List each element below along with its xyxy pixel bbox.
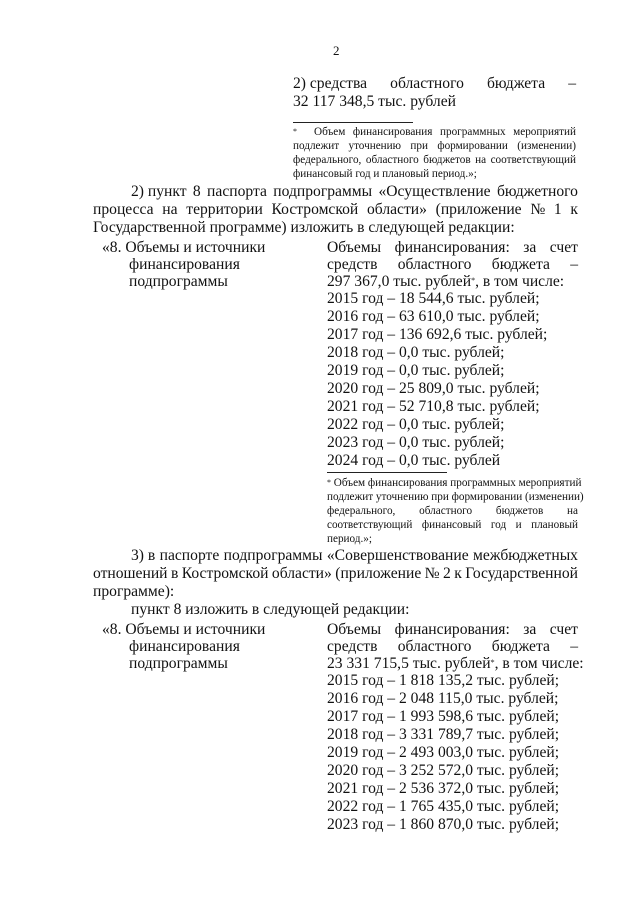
item2-line-1 [131,183,578,200]
year-row: 2024 год – 0,0 тыс. рублей [327,452,501,469]
word: на [475,154,487,166]
page-number: 2 [333,43,340,58]
word: финансовый [421,519,482,531]
top-footnote-line-1 [293,126,576,139]
word: – [568,75,576,92]
item3-line-3: программе): [93,583,175,600]
table1-total-amount: 297 367,0 тыс. рублей [327,273,472,290]
table2-total-suffix: , в том числе: [494,655,584,672]
table2-value-line-1 [327,621,578,638]
table1-value-line-2 [327,256,578,273]
word: федерального, [327,505,396,517]
word: «Осуществление [378,183,491,200]
word: паспорте [159,547,220,564]
word: финансирования: [394,239,510,256]
word: № [530,201,546,218]
year-row: 2018 год – 0,0 тыс. рублей; [327,344,505,361]
word: подпрограммы [223,547,323,564]
word: соответствующий [490,154,576,166]
word: плановый [531,519,578,531]
word: Объем [314,126,346,138]
word: № [424,565,440,582]
footnote-marker: * [490,658,495,667]
word: области» [271,565,332,582]
word: подпрограммы [273,183,373,200]
year-row: 2015 год – 18 544,6 тыс. рублей; [327,290,540,307]
word: за [523,239,537,256]
word: за [523,621,537,638]
word: Государственной [465,565,578,582]
word: процесса [93,201,154,218]
table2-label-3: подпрограммы [129,655,228,672]
item3-line-4: пункт 8 изложить в следующей редакции: [131,601,410,618]
table1-footnote-line-4 [327,519,578,532]
word: 8 [192,183,201,200]
year-row: 2019 год – 0,0 тыс. рублей; [327,362,505,379]
year-row: 2018 год – 3 331 789,7 тыс. рублей; [327,726,560,743]
year-row: 2023 год – 1 860 870,0 тыс. рублей; [327,816,560,833]
word: к [570,201,578,218]
word: – [570,638,578,655]
table1-footnote-line-2: подлежит уточнению при формировании (изменении) [327,491,584,503]
table1-label-3: подпрограммы [129,273,228,290]
word: областного [397,638,472,655]
word: областного [390,75,464,92]
year-row: 2017 год – 1 993 598,6 тыс. рублей; [327,708,560,725]
word: счет [549,621,578,638]
table2-total [327,655,584,672]
word: Костромской [181,565,269,582]
top-footnote-line-3 [293,154,576,167]
word: Объемы [327,621,382,638]
word: – [570,256,578,273]
table2-label-1: «8. Объемы и источники [102,621,266,638]
table1-footnote-line-3 [327,505,578,518]
word: областного [419,505,473,517]
word: подлежит [293,140,340,152]
table2-total-amount: 23 331 715,5 тыс. рублей [327,655,491,672]
year-row: 2016 год – 2 048 115,0 тыс. рублей; [327,690,559,707]
word: бюджета [486,75,546,92]
word: 2 [442,565,451,582]
year-row: 2016 год – 63 610,0 тыс. рублей; [327,308,540,325]
word: отношений [93,565,168,582]
word: Объемы [327,239,382,256]
table1-label-1: «8. Объемы и источники [102,239,266,256]
year-row: 2023 год – 0,0 тыс. рублей; [327,434,505,451]
table1-total-suffix: , в том числе: [475,273,565,290]
top-line-2: 32 117 348,5 тыс. рублей [293,93,456,110]
footnote-marker: * [293,127,297,136]
word: областного [397,256,472,273]
top-footnote-line-4: финансовый год и плановый период.»; [293,168,477,180]
table2-value-line-2 [327,638,578,655]
year-row: 2017 год – 136 692,6 тыс. рублей; [327,326,548,343]
table2-years [327,672,559,834]
year-row: 2015 год – 1 818 135,2 тыс. рублей; [327,672,560,689]
word: соответствующий [327,519,413,531]
word: уточнению [348,140,402,152]
year-row: 2022 год – 1 765 435,0 тыс. рублей; [327,798,560,815]
item2-line-2 [93,201,578,218]
table2-label-2: финансирования [129,638,240,655]
word: федерального, [293,154,362,166]
word: формировании [437,140,508,152]
word: бюджета [491,638,550,655]
word: 2) средства [293,75,368,92]
word: 1 [553,201,562,218]
word: бюджетов [423,154,471,166]
table1-footnote-text-1: Объем финансирования программных мероприятий [333,477,582,489]
word: на [162,201,178,218]
word: год [490,519,507,531]
word: (приложение [435,201,522,218]
word: средств [327,638,378,655]
table1-footnote-line-5: период.»; [327,533,372,545]
word: финансирования: [394,621,510,638]
year-row: 2021 год – 52 710,8 тыс. рублей; [327,398,540,415]
year-row: 2020 год – 3 252 572,0 тыс. рублей; [327,762,560,779]
table1-years [327,290,547,470]
word: на [567,505,578,517]
word: области» [366,201,427,218]
word: 3) в [131,547,156,564]
word: Костромской [271,201,359,218]
year-row: 2021 год – 2 536 372,0 тыс. рублей; [327,780,560,797]
word: паспорта [207,183,267,200]
item2-line-3: Государственной программе) изложить в следующей редакции: [93,219,515,236]
table1-label-2: финансирования [129,256,240,273]
top-line-1 [293,75,576,92]
word: программных [440,126,506,138]
word: бюджетного [496,183,578,200]
word: (изменении) [517,140,576,152]
footnote-rule-table1 [327,472,447,473]
word: бюджета [491,256,550,273]
footnote-rule-top [293,122,413,123]
year-row: 2022 год – 0,0 тыс. рублей; [327,416,505,433]
top-footnote-line-2 [293,140,576,153]
item3-line-2 [93,565,578,582]
word: территории [186,201,263,218]
word: и [515,519,522,531]
word: в [170,565,179,582]
table1-footnote-line-1 [327,477,581,490]
year-row: 2020 год – 25 809,0 тыс. рублей; [327,380,540,397]
word: финансирования [352,126,433,138]
year-row: 2019 год – 2 493 003,0 тыс. рублей; [327,744,560,761]
word: мероприятий [513,126,576,138]
word: областного [365,154,419,166]
word: при [410,140,428,152]
footnote-marker: * [471,276,476,285]
word: к [454,565,462,582]
footnote-marker: * [327,478,331,487]
item3-line-1 [131,547,578,564]
table1-total [327,273,564,290]
word: счет [549,239,578,256]
word: (приложение [335,565,422,582]
word: «Совершенствование [326,547,469,564]
word: средств [327,256,378,273]
word: бюджетов [495,505,544,517]
table1-value-line-1 [327,239,578,256]
word: межбюджетных [472,547,578,564]
word: 2) пункт [131,183,187,200]
